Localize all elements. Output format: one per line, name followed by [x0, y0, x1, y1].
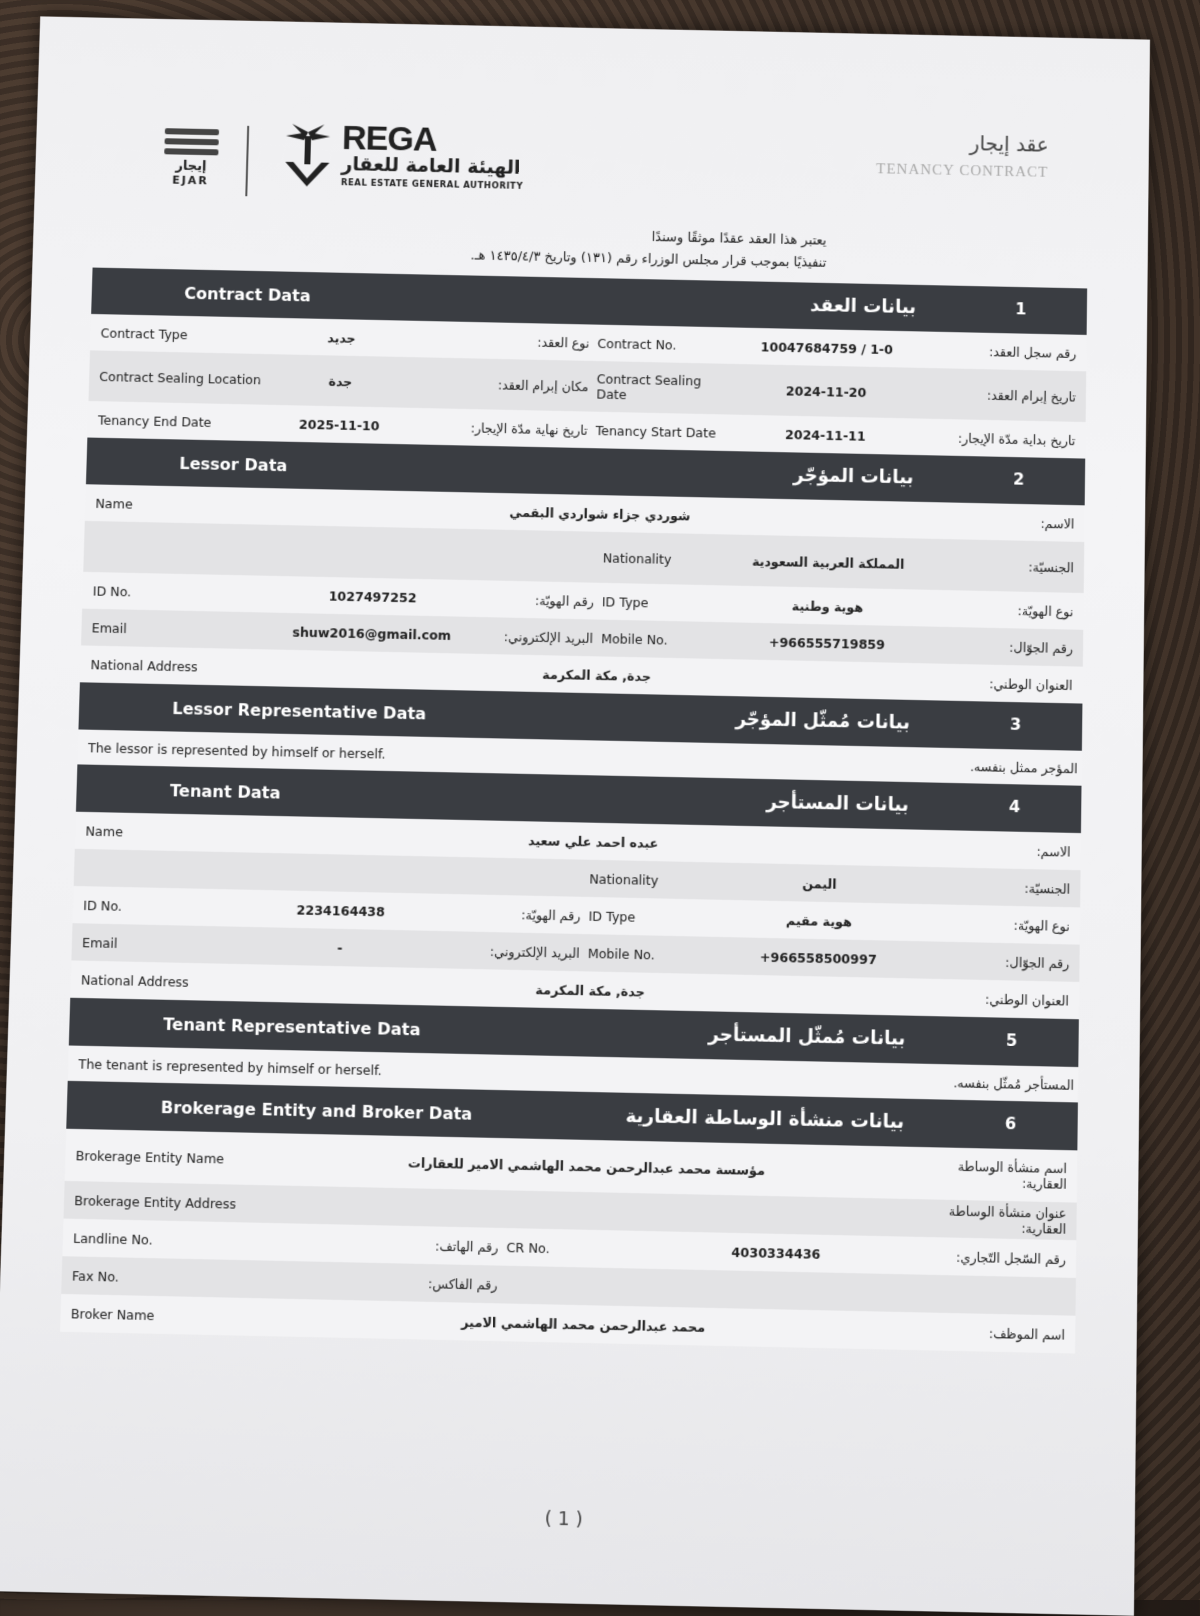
field-label: ID Type — [601, 593, 649, 610]
field-label-ar: الاسم: — [1036, 842, 1071, 860]
field-value: 10047684759 / 1-0 — [760, 338, 894, 357]
rega-logo — [280, 118, 562, 203]
document-header — [94, 113, 1089, 244]
field-value: 2234164438 — [296, 901, 386, 919]
section-title-en: Lessor Data — [179, 453, 288, 476]
field-value: +966555719859 — [768, 633, 886, 652]
field-label: Mobile No. — [587, 945, 655, 962]
field-label: Fax No. — [71, 1267, 120, 1285]
brokerage-data-table — [60, 1129, 1077, 1354]
section-brokerage-data — [60, 1081, 1078, 1354]
field-label: Landline No. — [72, 1229, 153, 1248]
field-value: 2024-11-11 — [784, 426, 866, 444]
field-label-ar: الاسم: — [1040, 515, 1075, 532]
section-title-en: Contract Data — [184, 283, 311, 306]
field-value: عبده احمد علي سعيد — [527, 832, 659, 851]
field-value: جدة, مكة المكرمة — [535, 981, 645, 1000]
section-title-ar: بيانات العقد — [810, 294, 917, 319]
field-value: شوردي جزاء شواردي البقمي — [509, 503, 691, 523]
field-value: 2024-11-20 — [785, 382, 867, 400]
field-label-ar: عنوان منشأة الوساطة العقارية: — [948, 1202, 1067, 1237]
field-label-ar: مكان إبرام العقد: — [497, 376, 589, 394]
field-label-ar: البريد الإلكتروني: — [503, 628, 594, 646]
field-label: CR No. — [506, 1239, 550, 1256]
field-label: Contract Sealing Location — [99, 368, 262, 387]
contract-title — [876, 129, 1049, 182]
field-value: جديد — [327, 329, 356, 346]
title-en: TENANCY CONTRACT — [876, 161, 1049, 181]
field-value: محمد عبدالرحمن محمد الهاشمي الامير — [461, 1313, 706, 1335]
field-value: +966558500997 — [759, 948, 877, 967]
section-title-ar: بيانات مُمثّل المؤجّر — [735, 708, 911, 734]
ejar-logo-en: EJAR — [172, 173, 210, 188]
contract-data-table — [87, 314, 1086, 459]
contract-content — [60, 113, 1089, 1354]
field-label-ar: رقم الهويّة: — [534, 592, 594, 609]
note-ar: المؤجر ممثل بنفسه. — [969, 758, 1078, 776]
field-label-ar: تاريخ نهاية مدّة الإيجار: — [470, 419, 588, 438]
section-contract-data — [87, 268, 1087, 459]
field-label: Broker Name — [70, 1305, 155, 1323]
legal-line-2: تنفيذيًا بموجب قرار مجلس الوزراء رقم (١٣١) وتاريخ ١٤٣٥/٤/٣ هـ. — [470, 248, 827, 271]
section-number: 6 — [1004, 1113, 1017, 1134]
section-title-en: Brokerage Entity and Broker Data — [160, 1097, 473, 1124]
field-label-ar: الجنسيّة: — [1024, 879, 1071, 897]
field-value: 2025-11-10 — [298, 416, 380, 434]
field-value: المملكة العربية السعودية — [751, 552, 905, 572]
field-label: Email — [91, 619, 127, 636]
field-label: ID Type — [588, 907, 636, 925]
note-en: The tenant is represented by himself or herself. — [78, 1055, 382, 1078]
title-ar: عقد إيجار — [969, 131, 1049, 157]
section-title-en: Tenant Data — [169, 780, 281, 803]
section-title-en: Lessor Representative Data — [172, 698, 427, 724]
field-label-ar: اسم منشأة الوساطة العقارية: — [957, 1158, 1068, 1192]
tenant-data-table — [70, 812, 1081, 1020]
field-label-ar: اسم الموظف: — [988, 1324, 1066, 1343]
field-label-ar: نوع الهويّة: — [1017, 602, 1074, 619]
page-number: ( 1 ) — [544, 1507, 583, 1531]
field-label-ar: رقم الهويّة: — [521, 906, 581, 924]
section-title-ar: بيانات مُمثّل المستأجر — [708, 1023, 906, 1050]
field-label: ID No. — [92, 582, 132, 599]
section-number: 4 — [1008, 796, 1021, 817]
field-label-ar: البريد الإلكتروني: — [489, 942, 580, 961]
field-value: اليمن — [802, 875, 837, 892]
field-label: Name — [85, 822, 124, 840]
field-label-ar: الجنسيّة: — [1028, 558, 1074, 575]
field-label-ar: رقم الهاتف: — [434, 1237, 499, 1255]
note-en: The lessor is represented by himself or herself. — [87, 739, 386, 762]
section-number: 1 — [1015, 299, 1027, 319]
section-title-en: Tenant Representative Data — [162, 1014, 421, 1040]
field-label-ar: رقم السّجل التّجاري: — [956, 1248, 1066, 1267]
ejar-logo-ar: إيجار — [175, 158, 207, 175]
contract-page — [0, 16, 1150, 1615]
field-label: Nationality — [602, 549, 672, 567]
section-lessor-data — [80, 438, 1085, 704]
field-label-ar: نوع العقد: — [537, 333, 590, 351]
field-label-ar: العنوان الوطني: — [984, 990, 1069, 1009]
field-label-ar: نوع الهويّة: — [1013, 916, 1070, 934]
field-label-ar: رقم سجل العقد: — [989, 343, 1077, 361]
field-label: Email — [81, 934, 118, 951]
rega-name-en: REAL ESTATE GENERAL AUTHORITY — [340, 178, 524, 192]
field-label-ar: العنوان الوطني: — [989, 675, 1073, 693]
field-label: Tenancy End Date — [97, 411, 212, 430]
field-label: National Address — [90, 656, 198, 675]
field-value: - — [336, 939, 343, 956]
section-title-ar: بيانات منشأة الوساطة العقارية — [625, 1105, 905, 1134]
field-label: Contract No. — [597, 335, 677, 353]
lessor-data-table — [80, 484, 1085, 703]
field-value: هوية وطنية — [791, 597, 864, 615]
field-label-ar: رقم الفاكس: — [427, 1275, 498, 1293]
section-number: 2 — [1013, 469, 1025, 489]
field-label: Brokerage Entity Name — [75, 1147, 225, 1167]
field-label-ar: رقم الجوّال: — [1005, 953, 1070, 971]
field-value: 1027497252 — [328, 587, 417, 605]
field-label-ar: رقم الجوّال: — [1009, 638, 1074, 656]
field-label: ID No. — [83, 897, 123, 914]
field-label: National Address — [80, 971, 189, 990]
field-label: Brokerage Entity Address — [74, 1192, 237, 1212]
field-label: Tenancy Start Date — [595, 422, 717, 441]
field-label: Contract Type — [100, 324, 188, 342]
section-tenant-data — [70, 764, 1081, 1019]
section-number: 5 — [1005, 1030, 1018, 1051]
field-value: مؤسسة محمد عبدالرحمن محمد الهاشمي الامير للعقارات — [407, 1154, 766, 1178]
section-number: 3 — [1009, 714, 1022, 735]
field-label-ar: تاريخ بداية مدّة الإيجار: — [957, 429, 1076, 448]
ejar-logo — [155, 124, 227, 188]
note-ar: المستأجر مُمثّل بنفسه. — [953, 1074, 1075, 1093]
field-label: Mobile No. — [600, 630, 668, 648]
section-title-ar: بيانات المستأجر — [766, 791, 909, 817]
field-value: 4030334436 — [731, 1243, 821, 1262]
section-title-ar: بيانات المؤجّر — [793, 464, 914, 489]
rega-name: REGA — [341, 118, 437, 159]
legal-line-1: يعتبر هذا العقد عقدًا موثقًا وسندًا — [651, 229, 827, 249]
field-value: جدة, مكة المكرمة — [542, 665, 652, 684]
field-label: Contract Sealing Date — [596, 371, 702, 403]
field-label: Nationality — [589, 870, 659, 888]
field-value: هوية مقيم — [785, 912, 853, 929]
field-value: shuw2016@gmail.com — [292, 623, 452, 643]
logo-divider — [245, 126, 249, 196]
rega-name-ar: الهيئة العامة للعقار — [341, 152, 521, 179]
palm-icon — [281, 122, 335, 189]
field-label: Name — [95, 495, 133, 512]
field-label-ar: تاريخ إبرام العقد: — [986, 386, 1076, 405]
field-value: جدة — [328, 373, 353, 389]
